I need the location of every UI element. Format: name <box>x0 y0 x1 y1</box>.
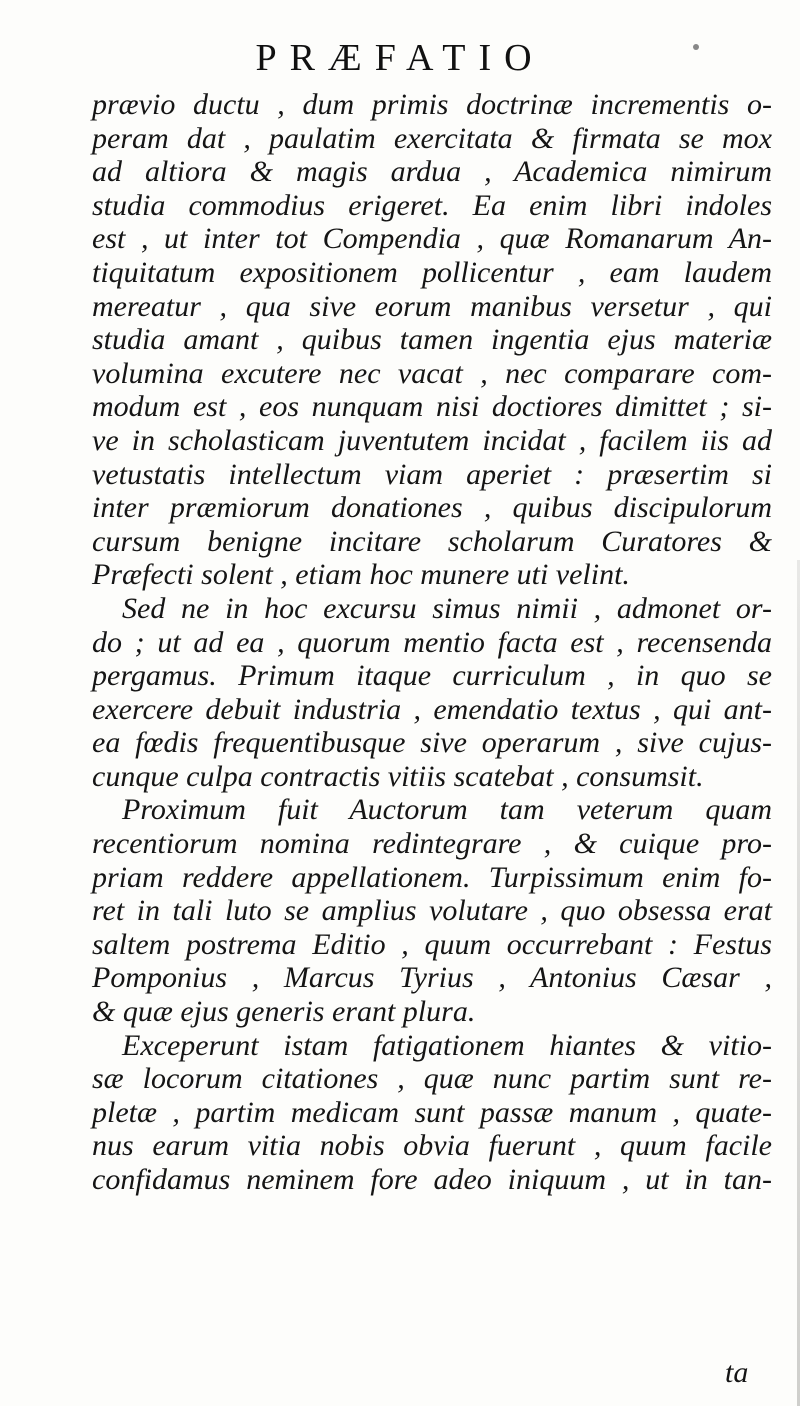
text-line: ea fœdis frequentibusque sive operarum , sive cujus- <box>92 726 772 760</box>
text-line: peram dat , paulatim exercitata & firmata se mox <box>92 121 772 155</box>
text-line: tiquitatum expositionem pollicentur , eam laudem <box>92 255 772 289</box>
text-line: Præfecti solent , etiam hoc munere uti velint. <box>92 558 630 592</box>
text-line: vetustatis intellectum viam aperiet : præsertim si <box>92 457 772 491</box>
text-line: prævio ductu , dum primis doctrinæ incrementis o- <box>92 88 772 121</box>
text-line: ret in tali luto se amplius volutare , quo obsessa erat <box>92 894 772 928</box>
text-line: exercere debuit industria , emendatio textus , qui ant- <box>92 692 772 726</box>
text-line: pletæ , partim medicam sunt passæ manum , quate- <box>92 1095 772 1129</box>
catchword: ta <box>725 1356 749 1389</box>
text-line: inter præmiorum donationes , quibus discipulorum <box>92 491 772 525</box>
text-line: confidamus neminem fore adeo iniquum , ut in tan- <box>92 1163 772 1196</box>
text-line: nus earum vitia nobis obvia fuerunt , quum facile <box>92 1129 772 1163</box>
text-line: saltem postrema Editio , quum occurrebant : Festus <box>92 927 772 961</box>
text-line: ve in scholasticam juventutem incidat , facilem iis ad <box>92 423 772 457</box>
text-line: volumina excutere nec vacat , nec comparare com- <box>92 356 772 390</box>
page-header-title: PRÆFATIO <box>255 37 545 79</box>
text-line: studia commodius erigeret. Ea enim libri indoles <box>92 188 772 222</box>
text-line: cursum benigne incitare scholarum Curatores & <box>92 524 772 558</box>
text-line: cunque culpa contractis vitiis scatebat , consumsit. <box>92 759 704 793</box>
text-line: mereatur , qua sive eorum manibus versetur , qui <box>92 289 772 323</box>
text-line: Proximum fuit Auctorum tam veterum quam <box>122 793 772 827</box>
text-line: ad altiora & magis ardua , Academica nimirum <box>92 155 772 189</box>
text-line: pergamus. Primum itaque curriculum , in quo se <box>92 659 772 693</box>
text-line: est , ut inter tot Compendia , quæ Romanarum An- <box>92 222 772 256</box>
text-line: modum est , eos nunquam nisi doctiores dimittet ; si- <box>92 390 772 424</box>
text-line: & quæ ejus generis erant plura. <box>92 995 476 1029</box>
text-line: Exceperunt istam fatigationem hiantes & vitio- <box>122 1028 772 1062</box>
text-line: sæ locorum citationes , quæ nunc partim sunt re- <box>92 1062 772 1096</box>
text-line: Pomponius , Marcus Tyrius , Antonius Cæsar , <box>92 961 772 995</box>
body-text <box>92 88 772 1197</box>
text-line: priam reddere appellationem. Turpissimum enim fo- <box>92 860 772 894</box>
text-line: studia amant , quibus tamen ingentia ejus materiæ <box>92 323 772 357</box>
text-line: Sed ne in hoc excursu simus nimii , admonet or- <box>122 591 772 625</box>
text-line: recentiorum nomina redintegrare , & cuique pro- <box>92 827 772 861</box>
text-line: do ; ut ad ea , quorum mentio facta est , recensenda <box>92 625 772 659</box>
